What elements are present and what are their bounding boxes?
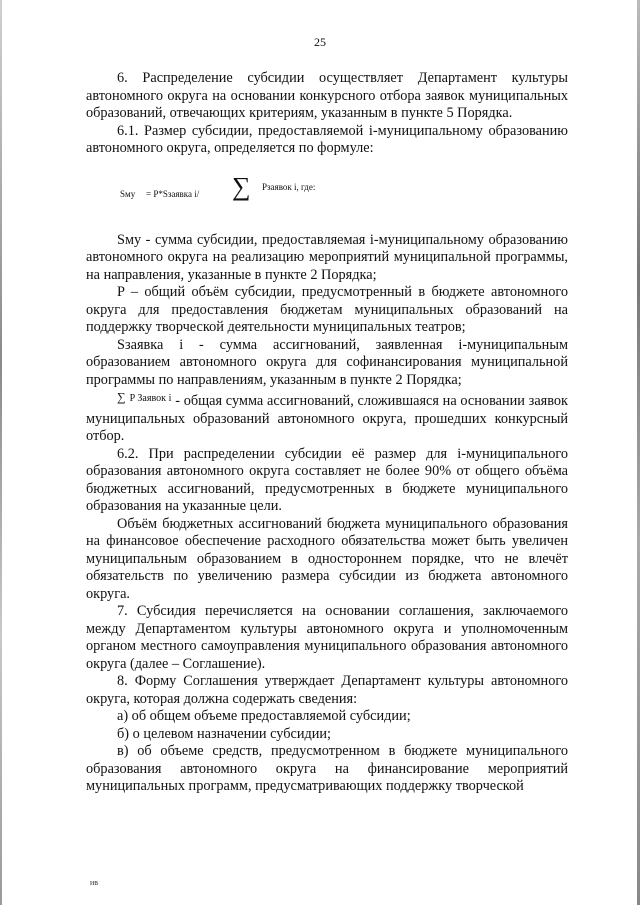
list-item-a: а) об общем объеме предоставляемой субсидии; — [117, 708, 411, 724]
definition-s-request: Sзаявка i - сумма ассигнований, заявленная i-муниципальным образованием автономного округа для софинансирования муниципальной программы по направлениям, указанным в пункте 2 Порядка; — [86, 336, 568, 388]
scan-edge-left — [0, 0, 2, 905]
list-item-v: в) об объеме средств, предусмотренном в бюджете муниципального образования автономного округа на финансирование мероприятий муниципальных программ, предусматривающих поддержку творческой — [86, 743, 568, 794]
page-number: 25 — [314, 35, 326, 49]
formula-denominator: Рзаявок i, где: — [262, 181, 316, 192]
document-body — [86, 70, 568, 796]
definition-smu: Sму - сумма субсидии, предоставляемая i-муниципальному образованию автономного округа на реализацию мероприятий муниципальной программы, на направления, указанные в пункте 2 Порядка; — [86, 231, 568, 283]
definition-sum-requests — [86, 389, 568, 446]
paragraph-6-2: 6.2. При распределении субсидии её размер для i-муниципального образования автономного округа составляет не более 90% от общего объёма бюджетных ассигнований, предусмотренных в бюджете муниципального образования на указанные цели. — [86, 445, 568, 514]
sum-sign-icon: ∑ — [117, 390, 126, 404]
list-item-b: б) о целевом назначении субсидии; — [117, 725, 332, 742]
definition-p: P – общий объём субсидии, предусмотренный в бюджете автономного округа для предоставления бюджетам муниципальных образований на поддержку творческой деятельности муниципальных театров; — [86, 284, 568, 335]
formula-lhs: Sму — [120, 188, 136, 199]
paragraph-budget-volume: Объём бюджетных ассигнований бюджета муниципального образования на финансовое обеспечение расходного обязательства может быть увеличен муниципальным образованием в одностороннем порядке, что не влечёт обязательств по увеличению размера субсидии из бюджета автономного округа. — [86, 515, 568, 602]
paragraph-8: 8. Форму Соглашения утверждает Департамент культуры автономного округа, которая должна содержать сведения: — [86, 673, 568, 707]
paragraph-6-1: 6.1. Размер субсидии, предоставляемой i-муниципальному образованию автономного округа, определяется по формуле: — [86, 122, 568, 156]
sum-requests-symbol — [117, 390, 172, 404]
paragraph-7: 7. Субсидия перечисляется на основании соглашения, заключаемого между Департаментом культуры автономного округа и уполномоченным органом местного самоуправления муниципального образования автономного округа (далее – Соглашение). — [86, 603, 568, 672]
sum-sign-icon: ∑ — [232, 171, 251, 201]
sum-requests-label: P Заявок i — [129, 393, 172, 404]
footer-initials: ив — [90, 878, 99, 887]
sum-requests-text: - общая сумма ассигнований, сложившаяся на основании заявок муниципальных образований автономного округа, прошедших конкурсный отбор. — [86, 393, 568, 444]
formula-numerator: = P*Sзаявка i/ — [146, 188, 200, 199]
subsidy-formula — [90, 171, 568, 212]
paragraph-6: 6. Распределение субсидии осуществляет Департамент культуры автономного округа на основании конкурсного отбора заявок муниципальных образований, отвечающих критериям, указанным в пункте 5 Порядка. — [86, 70, 568, 121]
